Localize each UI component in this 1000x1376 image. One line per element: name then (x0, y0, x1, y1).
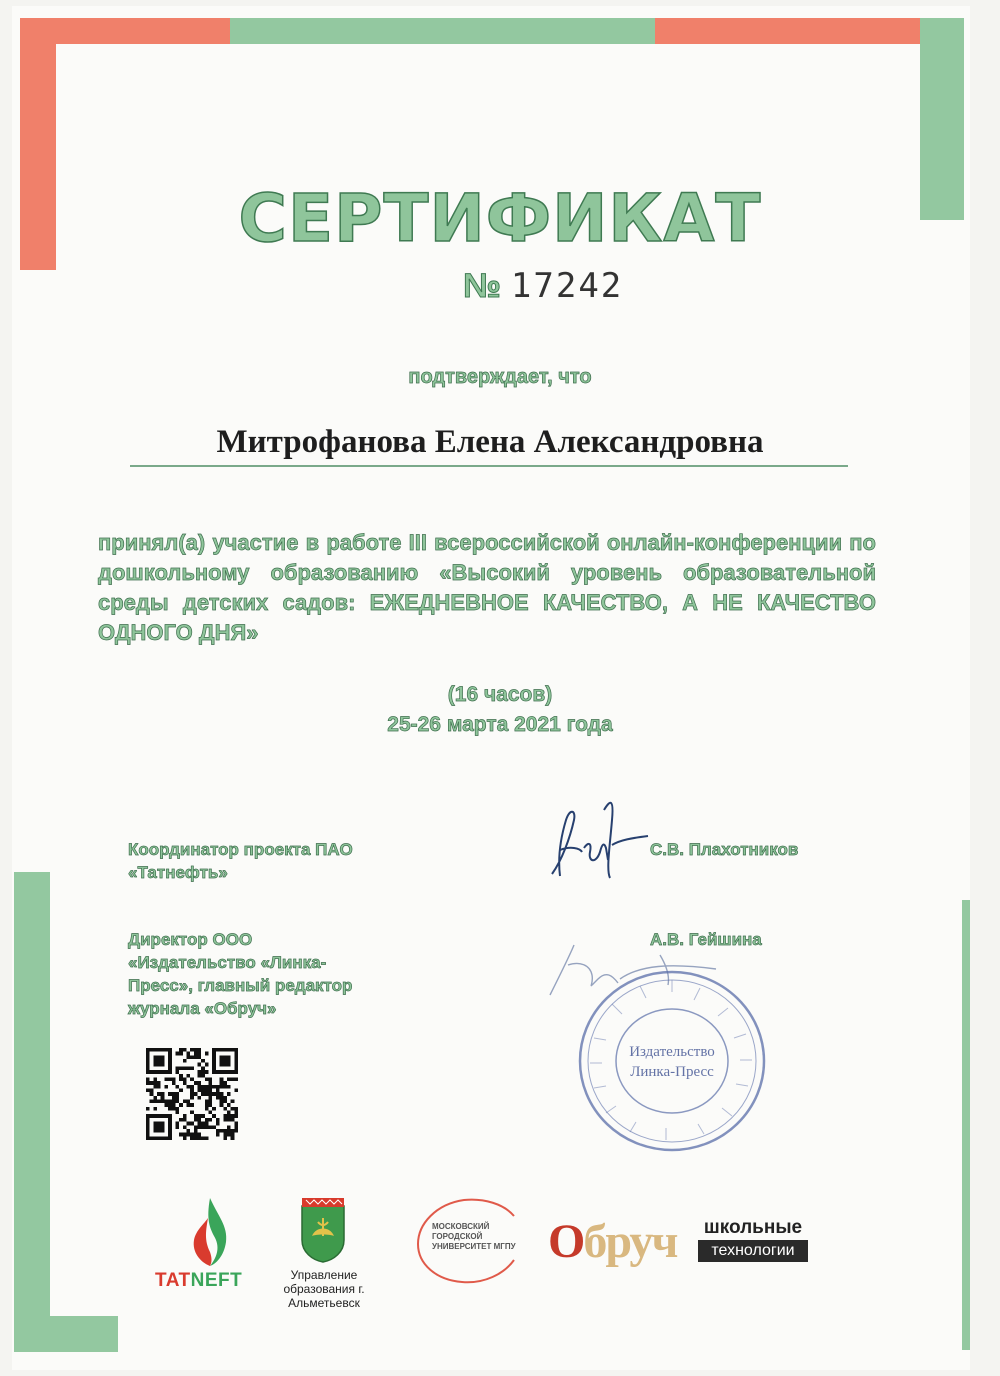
frame-bar-green-left-bottom (14, 872, 50, 1352)
almetyevsk-caption: Управление образования г. Альметьевск (283, 1268, 365, 1310)
tatneft-logo-part2: NEFT (190, 1270, 243, 1291)
mgpu-logo-text: МОСКОВСКИЙ ГОРОДСКОЙ УНИВЕРСИТЕТ МГПУ (432, 1222, 516, 1251)
signatory-2-name: А.В. Гейшина (650, 930, 762, 949)
signatory-2-role: Директор ООО «Издательство «Линка-Пресс», главный редактор журнала «Обруч» (128, 930, 353, 1018)
frame-bar-green-bottom (14, 1316, 118, 1352)
signature-1 (540, 790, 650, 890)
stamp-text-2: Линка-Пресс (630, 1064, 714, 1080)
tatneft-drop-icon (188, 1196, 232, 1270)
school-tech-bottom: технологии (698, 1240, 808, 1262)
school-tech-logo (698, 1218, 808, 1262)
school-tech-top: школьные (703, 1217, 803, 1238)
signatory-1-role: Координатор проекта ПАО «Татнефть» (128, 840, 353, 882)
recipient-name: Митрофанова Елена Александровна (216, 424, 764, 460)
tatneft-logo (155, 1270, 242, 1292)
publisher-stamp (576, 968, 768, 1154)
obruch-logo-rest: бруч (583, 1215, 677, 1268)
certificate-title: СЕРТИФИКАТ (238, 180, 762, 257)
participation-text: принял(а) участие в работе III всероссийской онлайн-конференции по дошкольному образованию «Высокий уровень образовательной среды детских садов: ЕЖЕДНЕВНОЕ КАЧЕСТВО, А НЕ КАЧЕСТВО ОДНОГО ДНЯ» (98, 530, 876, 645)
frame-bar-green-bottom-right-edge (962, 900, 970, 1350)
date-text: 25-26 марта 2021 года (387, 713, 613, 736)
almetyevsk-emblem-icon (300, 1196, 346, 1264)
hours-text: (16 часов) (447, 683, 553, 706)
number-sign: № (463, 267, 501, 305)
signatory-1-name: С.В. Плахотников (650, 840, 799, 859)
obruch-logo (548, 1214, 676, 1269)
certificate-number (463, 266, 623, 306)
qr-code[interactable] (146, 1048, 238, 1140)
name-underline (130, 465, 848, 467)
stamp-text-1: Издательство (629, 1044, 715, 1060)
confirms-text: подтверждает, что (408, 366, 592, 388)
number-value: 17242 (510, 266, 624, 306)
obruch-logo-letter: О (548, 1215, 584, 1268)
frame-bar-green-top (230, 18, 655, 44)
tatneft-logo-part1: TAT (155, 1270, 191, 1291)
hours-and-date (0, 680, 1000, 740)
frame-bar-coral-top-right (655, 18, 920, 44)
